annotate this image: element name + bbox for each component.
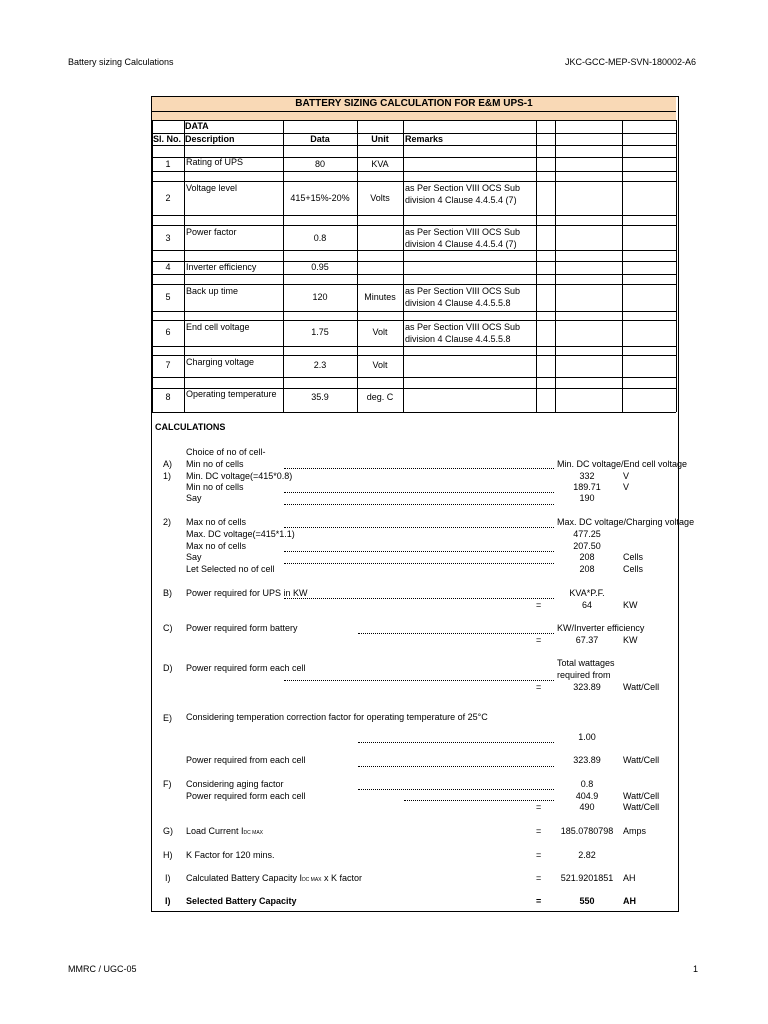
calc-e2-value: 323.89 — [573, 755, 601, 765]
calc-c-label: C) — [163, 623, 173, 633]
calc-a2-label: 2) — [163, 517, 172, 527]
calc-e-value: 1.00 — [578, 732, 596, 742]
row-sl-no: 5 — [165, 292, 171, 302]
col-header-sl: Sl. No. — [153, 134, 182, 144]
calc-g-label: G) — [163, 826, 173, 836]
calc-b-text: Power required for UPS in KW — [186, 588, 308, 598]
calc-a2c-value: 207.50 — [573, 541, 601, 551]
row-remark-line-2: division 4 Clause 4.4.5.4 (7) — [405, 239, 517, 249]
row-sl-no: 6 — [165, 327, 171, 337]
table-rule — [152, 274, 676, 275]
calc-i-text-2: x K factor — [321, 873, 363, 883]
row-remark-line-2: division 4 Clause 4.4.5.5.8 — [405, 334, 511, 344]
table-column-rule — [622, 120, 623, 412]
calc-a1-text: Min. DC voltage(=415*0.8) — [186, 471, 293, 481]
table-column-rule — [676, 120, 677, 412]
row-sl-no: 4 — [165, 262, 171, 272]
row-description: Inverter efficiency — [186, 262, 257, 272]
row-data-value: 1.75 — [311, 327, 329, 337]
calc-f3-unit: Watt/Cell — [623, 802, 660, 812]
table-column-rule — [536, 120, 537, 412]
calc-a1b-text: Min no of cells — [186, 482, 244, 492]
calc-b-formula: KVA*P.F. — [569, 588, 605, 598]
table-rule — [152, 250, 676, 251]
calc-a1-label: 1) — [163, 471, 172, 481]
calc-f3-value: 490 — [579, 802, 595, 812]
calc-a2e-unit: Cells — [623, 564, 644, 574]
page-footer-project: MMRC / UGC-05 — [68, 964, 137, 974]
row-data-value: 120 — [312, 292, 328, 302]
calc-a2c-text: Max no of cells — [186, 541, 247, 551]
calc-c-formula: KW/Inverter efficiency — [557, 623, 645, 633]
calc-a2b-text: Max. DC voltage(=415*1.1) — [186, 529, 295, 539]
row-data-value: 0.8 — [313, 233, 327, 243]
calc-i-label: I) — [165, 873, 171, 883]
row-description: Voltage level — [186, 183, 238, 193]
calc-selected-label: I) — [165, 896, 171, 906]
row-data-value: 2.3 — [313, 360, 327, 370]
calc-b-value: 64 — [581, 600, 592, 610]
calc-i-unit: AH — [623, 873, 636, 883]
table-rule — [152, 355, 676, 356]
calc-a1-value: 332 — [579, 471, 595, 481]
page-header-title: Battery sizing Calculations — [68, 57, 174, 67]
calc-c-unit: KW — [623, 635, 638, 645]
table-rule — [152, 377, 676, 378]
row-sl-no: 2 — [165, 193, 171, 203]
calc-a2-text: Max no of cells — [186, 517, 247, 527]
calc-d-formula-2: required from — [557, 670, 611, 680]
calc-a2d-value: 208 — [579, 552, 595, 562]
calc-selected-unit: AH — [623, 896, 636, 906]
calc-h-label: H) — [163, 850, 173, 860]
row-unit: KVA — [371, 159, 389, 169]
row-data-value: 80 — [314, 159, 325, 169]
row-remark-line-1: as Per Section VIII OCS Sub — [405, 183, 521, 193]
calc-d-value: 323.89 — [573, 682, 601, 692]
row-data-value: 415+15%-20% — [290, 193, 350, 203]
col-header-remarks: Remarks — [405, 134, 444, 144]
row-sl-no: 8 — [165, 392, 171, 402]
calc-d-label: D) — [163, 663, 173, 673]
calc-f2-unit: Watt/Cell — [623, 791, 660, 801]
row-remark-line-1: as Per Section VIII OCS Sub — [405, 227, 521, 237]
calc-h-equals: = — [536, 850, 542, 860]
page-footer-page-number: 1 — [693, 964, 699, 974]
calc-a2d-text: Say — [186, 552, 202, 562]
calc-f-value: 0.8 — [580, 779, 594, 789]
calc-d-formula-1: Total wattages — [557, 658, 615, 668]
calc-c-equals: = — [536, 635, 542, 645]
calc-i-text-wrap — [186, 873, 362, 886]
row-description: Back up time — [186, 286, 239, 296]
calc-i-equals: = — [536, 873, 542, 883]
table-rule — [152, 320, 676, 321]
row-remark-line-1: as Per Section VIII OCS Sub — [405, 286, 521, 296]
calc-i-value: 521.9201851 — [560, 873, 614, 883]
table-column-rule — [555, 120, 556, 412]
row-data-value: 35.9 — [311, 392, 329, 402]
calc-selected-equals: = — [536, 896, 542, 906]
calc-b-equals: = — [536, 600, 542, 610]
calc-d-unit: Watt/Cell — [623, 682, 660, 692]
calc-a1c-text: Say — [186, 493, 202, 503]
calc-a2-formula: Max. DC voltage/Charging voltage — [557, 517, 695, 527]
calc-f-text: Considering aging factor — [186, 779, 284, 789]
calc-g-value: 185.0780798 — [560, 826, 614, 836]
table-rule — [152, 145, 676, 146]
calc-b-unit: KW — [623, 600, 638, 610]
calc-a1c-value: 190 — [579, 493, 595, 503]
calc-selected-text: Selected Battery Capacity — [186, 896, 297, 906]
col-header-data: Data — [310, 134, 330, 144]
title-sub-band — [152, 112, 676, 120]
calc-a1-unit: V — [623, 471, 630, 481]
calc-a2d-unit: Cells — [623, 552, 644, 562]
table-column-rule — [403, 120, 404, 412]
table-rule — [152, 284, 676, 285]
calc-a-formula: Min. DC voltage/End cell voltage — [557, 459, 688, 469]
calc-a2b-value: 477.25 — [573, 529, 601, 539]
table-rule — [152, 181, 676, 182]
calc-e2-text: Power required from each cell — [186, 755, 306, 765]
calc-f3-equals: = — [536, 802, 542, 812]
row-description: Charging voltage — [186, 357, 255, 367]
calc-f2-text: Power required form each cell — [186, 791, 306, 801]
row-unit: Volt — [372, 360, 388, 370]
calc-e-label: E) — [163, 713, 172, 723]
calc-a2e-value: 208 — [579, 564, 595, 574]
row-unit: deg. C — [366, 392, 394, 402]
calc-g-text: Load Current I — [186, 826, 244, 836]
table-column-rule — [184, 120, 185, 412]
row-sl-no: 1 — [165, 159, 171, 169]
table-rule — [152, 346, 676, 347]
table-rule — [152, 225, 676, 226]
row-description: End cell voltage — [186, 322, 250, 332]
calc-selected-value: 550 — [579, 896, 595, 906]
page-header-docnumber: JKC-GCC-MEP-SVN-180002-A6 — [565, 57, 697, 67]
calc-a-min: Min no of cells — [186, 459, 244, 469]
section-data-label: DATA — [185, 121, 209, 131]
calc-a-intro: Choice of no of cell- — [186, 447, 266, 457]
row-unit: Minutes — [364, 292, 396, 302]
calc-c-value: 67.37 — [575, 635, 599, 645]
calc-g-text-wrap — [186, 826, 263, 839]
row-remark-line-2: division 4 Clause 4.4.5.5.8 — [405, 298, 511, 308]
calc-g-equals: = — [536, 826, 542, 836]
calc-g-unit: Amps — [623, 826, 647, 836]
row-remark-line-2: division 4 Clause 4.4.5.4 (7) — [405, 195, 517, 205]
table-rule — [152, 311, 676, 312]
calc-i-text: Calculated Battery Capacity I — [186, 873, 303, 883]
calc-e-text: Considering temperation correction factor for operating temperature of 25°C — [186, 712, 488, 722]
calc-f-label: F) — [163, 779, 172, 789]
row-sl-no: 7 — [165, 360, 171, 370]
calc-b-label: B) — [163, 588, 172, 598]
calc-i-subscript: DC MAX — [302, 877, 322, 883]
row-sl-no: 3 — [165, 233, 171, 243]
table-rule — [152, 412, 676, 413]
calc-h-value: 2.82 — [578, 850, 596, 860]
calc-f2-value: 404.9 — [575, 791, 599, 801]
calc-h-text: K Factor for 120 mins. — [186, 850, 275, 860]
table-rule — [152, 215, 676, 216]
calc-a2e-text: Let Selected no of cell — [186, 564, 275, 574]
row-unit: Volt — [372, 327, 388, 337]
calculations-heading: CALCULATIONS — [155, 422, 226, 432]
calc-a1b-unit: V — [623, 482, 630, 492]
table-rule — [152, 171, 676, 172]
table-title: BATTERY SIZING CALCULATION FOR E&M UPS-1 — [295, 98, 533, 109]
row-remark-line-1: as Per Section VIII OCS Sub — [405, 322, 521, 332]
calc-a-label: A) — [163, 459, 172, 469]
calc-d-text: Power required form each cell — [186, 663, 306, 673]
calc-d-equals: = — [536, 682, 542, 692]
row-unit: Volts — [370, 193, 390, 203]
col-header-unit: Unit — [371, 134, 389, 144]
row-description: Rating of UPS — [186, 157, 244, 167]
col-header-description: Description — [185, 134, 235, 144]
calc-a1b-value: 189.71 — [573, 482, 601, 492]
calc-c-text: Power required form battery — [186, 623, 298, 633]
row-data-value: 0.95 — [311, 262, 329, 272]
calc-e2-unit: Watt/Cell — [623, 755, 660, 765]
calc-g-subscript: DC MAX — [243, 830, 263, 836]
row-description: Power factor — [186, 227, 237, 237]
row-description: Operating temperature — [186, 389, 277, 399]
